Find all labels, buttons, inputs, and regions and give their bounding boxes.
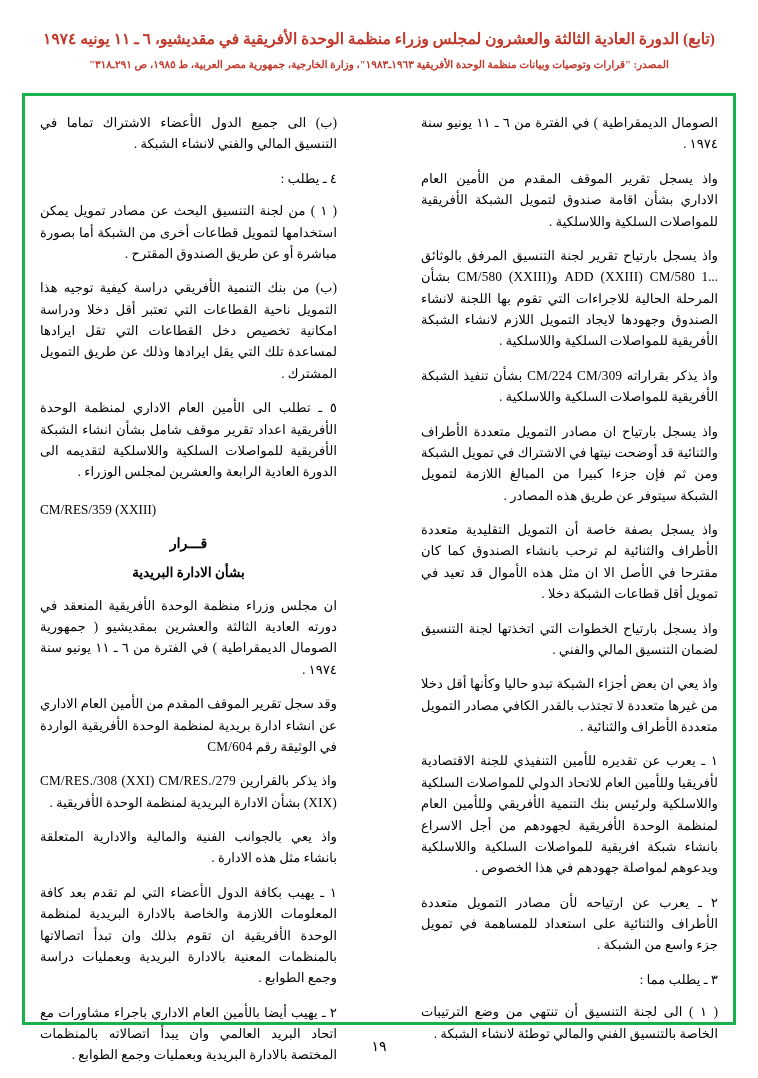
paragraph: ٢ ـ يهيب أيضا بالأمين العام الاداري باجراء مشاورات مع اتحاد البريد العالمي وان يبدأ اتصالاته بالمنظمات المختصة بالادارة البريدية وبعمليات وجمع الطوابع . bbox=[40, 1004, 337, 1063]
paragraph: الصومال الديمقراطية ) في الفترة من ٦ ـ ١١ يونيو سنة ١٩٧٤ . bbox=[421, 115, 718, 152]
paragraph: واذ يسجل بصفة خاصة أن التمويل التقليدية متعددة الأطراف والثنائية لم ترحب بانشاء الصندوق كما كان مقترحا في الأصل الا ان مثل هذه الأموال قد تعيد في تمويل أقل قطاعات الشبكة دخلا . bbox=[421, 522, 718, 602]
paragraph: ( ١ ) الى لجنة التنسيق أن تنتهي من وضع الترتيبات الخاصة بالتنسيق الفني والمالي توطئة لانشاء الشبكة . bbox=[421, 1004, 718, 1041]
page-number: ١٩ bbox=[371, 1040, 387, 1055]
paragraph: واذ يذكر بالقرارين CM/RES./308 (XXI) CM/RES./279 (XIX) بشأن الادارة البريدية لمنظمة الوحدة الأفريقية . bbox=[40, 773, 337, 810]
paragraph: ٢ ـ يعرب عن ارتياحه لأن مصادر التمويل متعددة الأطراف والثنائية على استعداد للمساهمة في تمويل جزء واسع من الشبكة . bbox=[421, 894, 718, 953]
page-header bbox=[0, 30, 758, 73]
paragraph: واذ يعي بالجوانب الفنية والمالية والادارية المتعلقة بانشاء مثل هذه الادارة . bbox=[40, 829, 337, 866]
column-right bbox=[421, 112, 718, 1041]
two-column-body bbox=[40, 112, 718, 1063]
header-source: المصدر: "قرارات وتوصيات وبيانات منظمة الوحدة الأفريقية ١٩٦٣ـ١٩٨٣"، وزارة الخارجية، جمهورية مصر العربية، ط ١٩٨٥، ص ٢٩١ـ٣١٨" bbox=[89, 60, 669, 72]
paragraph: واذ يسجل تقرير الموقف المقدم من الأمين العام الاداري بشأن اقامة صندوق لتمويل الشبكة الأفريقية للمواصلات السلكية واللاسلكية . bbox=[421, 170, 718, 229]
paragraph: (ب) الى جميع الدول الأعضاء الاشتراك تماما في التنسيق المالي والفني لانشاء الشبكة . bbox=[40, 115, 337, 152]
paragraph: ( ١ ) من لجنة التنسيق البحث عن مصادر تمويل يمكن استخدامها لتمويل قطاعات أخرى من الشبكة أما بصورة مباشرة أو عن طريق الصندوق المقترح . bbox=[40, 203, 337, 261]
paragraph: ٥ ـ تطلب الى الأمين العام الاداري لمنظمة الوحدة الأفريقية اعداد تقرير موقف شامل بشأن انشاء الشبكة الأفريقية للمواصلات السلكية واللاسلكية لتقديمه الى الدورة العادية الرابعة والعشرين لمجلس الوزراء . bbox=[40, 400, 337, 480]
paragraph: (ب) من بنك التنمية الأفريقي دراسة كيفية توجيه هذا التمويل ناحية القطاعات التي تعتبر أقل دخلا ودراسة امكانية تخصيص دخل القطاعات التي تقل ايرادها لمساعدة تلك التي يقل ايرادها وذلك عن طريق التمويل المشترك . bbox=[40, 280, 337, 381]
paragraph: ١ ـ يهيب بكافة الدول الأعضاء التي لم تقدم بعد كافة المعلومات اللازمة والخاصة بالادارة البريدية لمنظمة الوحدة الأفريقية ان تقوم بذلك وان تبدأ اتصالاتها بالمنظمات المعنية بالادارة البريدية وبعمليات دراسة وجمع الطوابع . bbox=[40, 884, 337, 986]
paragraph: واذ يذكر بقراراته CM/224 CM/309 بشأن تنفيذ الشبكة الأفريقية للمواصلات السلكية واللاسلكية . bbox=[421, 367, 718, 405]
column-left bbox=[40, 112, 337, 1063]
paragraph: واذ يسجل بارتياح تقرير لجنة التنسيق المرفق بالوثائق ...1 ADD (XXIII) CM/580 وCM/580 (XXIII) بشأن المرحلة الحالية للاجراءات التي تقوم بها اللجنة لانشاء الصندوق وجهودها لايجاد التمويل اللازم لانشاء الشبكة الأفريقية للمواصلات السلكية واللاسلكية . bbox=[421, 247, 718, 349]
paragraph: واذ يسجل بارتياح ان مصادر التمويل متعددة الأطراف والثنائية قد أوضحت نيتها في الاشتراك في تمويل الشبكة ومن ثم فإن جزءا كبيرا من المبالغ اللازمة لتمويل الشبكة سيتوفر عن طريق هذه المصادر . bbox=[421, 423, 718, 503]
column-gutter bbox=[337, 112, 421, 1002]
paragraph: وقد سجل تقرير الموقف المقدم من الأمين العام الاداري عن انشاء ادارة بريدية لمنظمة الوحدة الأفريقية الواردة في الوثيقة رقم CM/604 bbox=[40, 696, 337, 754]
paragraph: واذ يسجل بارتياح الخطوات التي اتخذتها لجنة التنسيق لضمان التنسيق المالي والفني . bbox=[421, 620, 718, 657]
paragraph: ان مجلس وزراء منظمة الوحدة الأفريقية المنعقد في دورته العادية الثالثة والعشرين بمقديشيو ( جمهورية الصومال الديمقراطية ) في الفترة من ٦ ـ ١١ يونيو سنة ١٩٧٤ . bbox=[40, 597, 337, 677]
paragraph: ٣ ـ يطلب مما : bbox=[639, 971, 718, 987]
paragraph: ٤ ـ يطلب : bbox=[280, 170, 337, 186]
paragraph: واذ يعي ان بعض أجزاء الشبكة تبدو حاليا وكأنها أقل دخلا من غيرها متعددة لا تجتذب بالقدر الكافي مصادر التمويل متعددة الأطراف والثنائية . bbox=[421, 676, 718, 734]
header-title: (تابع) الدورة العادية الثالثة والعشرون لمجلس وزراء منظمة الوحدة الأفريقية في مقديشيو، ٦ ـ ١١ يونيه ١٩٧٤ bbox=[43, 31, 715, 48]
resolution-id: CM/RES/359 (XXIII) bbox=[40, 501, 157, 517]
resolution-subject: بشأن الادارة البريدية bbox=[132, 564, 245, 580]
resolution-word: قـــرار bbox=[169, 536, 208, 552]
paragraph: ١ ـ يعرب عن تقديره للأمين التنفيذي للجنة الاقتصادية لأفريقيا وللأمين العام للاتحاد الدولي للمواصلات السلكية واللاسلكية ولرئيس بنك التنمية الأفريقي وللأمين العام لمنظمة الوحدة الأفريقية لجهودهم من أجل الاسراع بانشاء شبكة افريقية للمواصلات السلكية واللاسلكية ويدعوهم لمواصلة جهودهم في هذا الخصوص . bbox=[421, 753, 718, 876]
